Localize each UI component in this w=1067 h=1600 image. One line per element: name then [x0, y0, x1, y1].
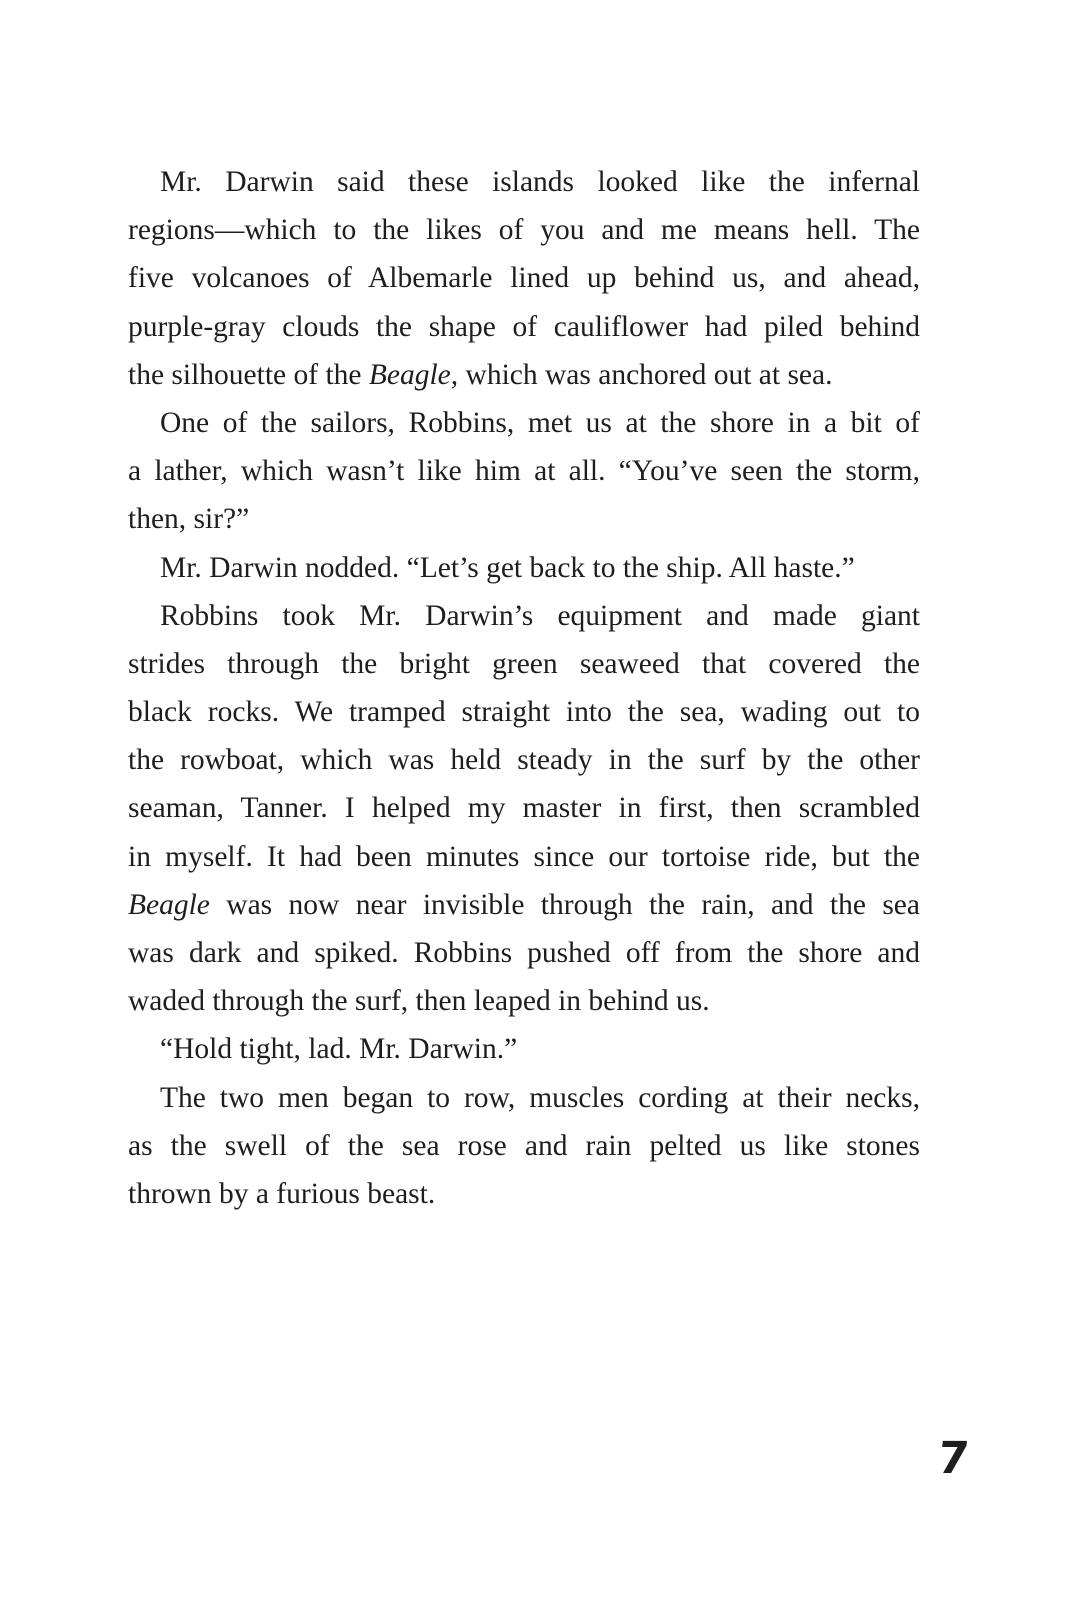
- text-line: [128, 1074, 920, 1122]
- text-segment: which was anchored out at sea.: [458, 358, 833, 391]
- text-line: [128, 495, 920, 543]
- text-line: [128, 977, 920, 1025]
- text-segment: The two men began to row, muscles cording at their necks,: [160, 1081, 920, 1114]
- text-segment: thrown by a furious beast.: [128, 1177, 436, 1210]
- text-segment: waded through the surf, then leaped in behind us.: [128, 985, 710, 1018]
- text-segment: One of the sailors, Robbins, met us at the shore in a bit of: [160, 406, 920, 439]
- text-segment: the rowboat, which was held steady in the surf by the other: [128, 744, 920, 777]
- text-line: [128, 206, 920, 254]
- text-segment: Robbins took Mr. Darwin’s equipment and made giant: [160, 599, 920, 632]
- text-segment: purple-gray clouds the shape of cauliflower had piled behind: [128, 310, 920, 343]
- body-text: [128, 158, 920, 1218]
- italic-text: Beagle,: [368, 358, 459, 391]
- text-line: [128, 1170, 920, 1218]
- text-line: [128, 158, 920, 206]
- text-segment: Mr. Darwin said these islands looked like the infernal: [160, 166, 920, 198]
- text-line: [128, 881, 920, 929]
- text-line: [128, 544, 920, 592]
- text-line: [128, 399, 920, 447]
- text-line: [128, 640, 920, 688]
- text-line: [128, 688, 920, 736]
- text-segment: was dark and spiked. Robbins pushed off from the shore and: [128, 937, 920, 969]
- text-segment: “Hold tight, lad. Mr. Darwin.”: [160, 1033, 518, 1066]
- italic-text: Beagle: [128, 888, 210, 921]
- text-line: [128, 736, 920, 784]
- text-line: [128, 351, 920, 399]
- text-line: [128, 592, 920, 640]
- text-line: [128, 1025, 920, 1073]
- page-number: 7: [935, 1433, 972, 1484]
- text-line: [128, 303, 920, 351]
- text-segment: was now near invisible through the rain, and the sea: [209, 888, 920, 921]
- text-segment: the silhouette of the: [128, 358, 369, 391]
- text-line: [128, 929, 920, 977]
- text-segment: then, sir?”: [128, 503, 250, 536]
- text-segment: regions—which to the likes of you and me means hell. The: [128, 214, 920, 247]
- text-segment: as the swell of the sea rose and rain pelted us like stones: [128, 1129, 920, 1162]
- text-segment: in myself. It had been minutes since our tortoise ride, but the: [128, 840, 920, 873]
- text-line: [128, 447, 920, 495]
- text-segment: seaman, Tanner. I helped my master in first, then scrambled: [128, 792, 920, 825]
- text-segment: five volcanoes of Albemarle lined up behind us, and ahead,: [128, 262, 920, 295]
- text-segment: a lather, which wasn’t like him at all. “You’ve seen the storm,: [128, 455, 920, 488]
- text-line: [128, 1122, 920, 1170]
- text-segment: Mr. Darwin nodded. “Let’s get back to the ship. All haste.”: [160, 551, 855, 584]
- text-segment: black rocks. We tramped straight into the sea, wading out to: [128, 696, 920, 729]
- text-line: [128, 833, 920, 881]
- text-line: [128, 784, 920, 832]
- text-segment: strides through the bright green seaweed that covered the: [128, 647, 920, 680]
- text-line: [128, 254, 920, 302]
